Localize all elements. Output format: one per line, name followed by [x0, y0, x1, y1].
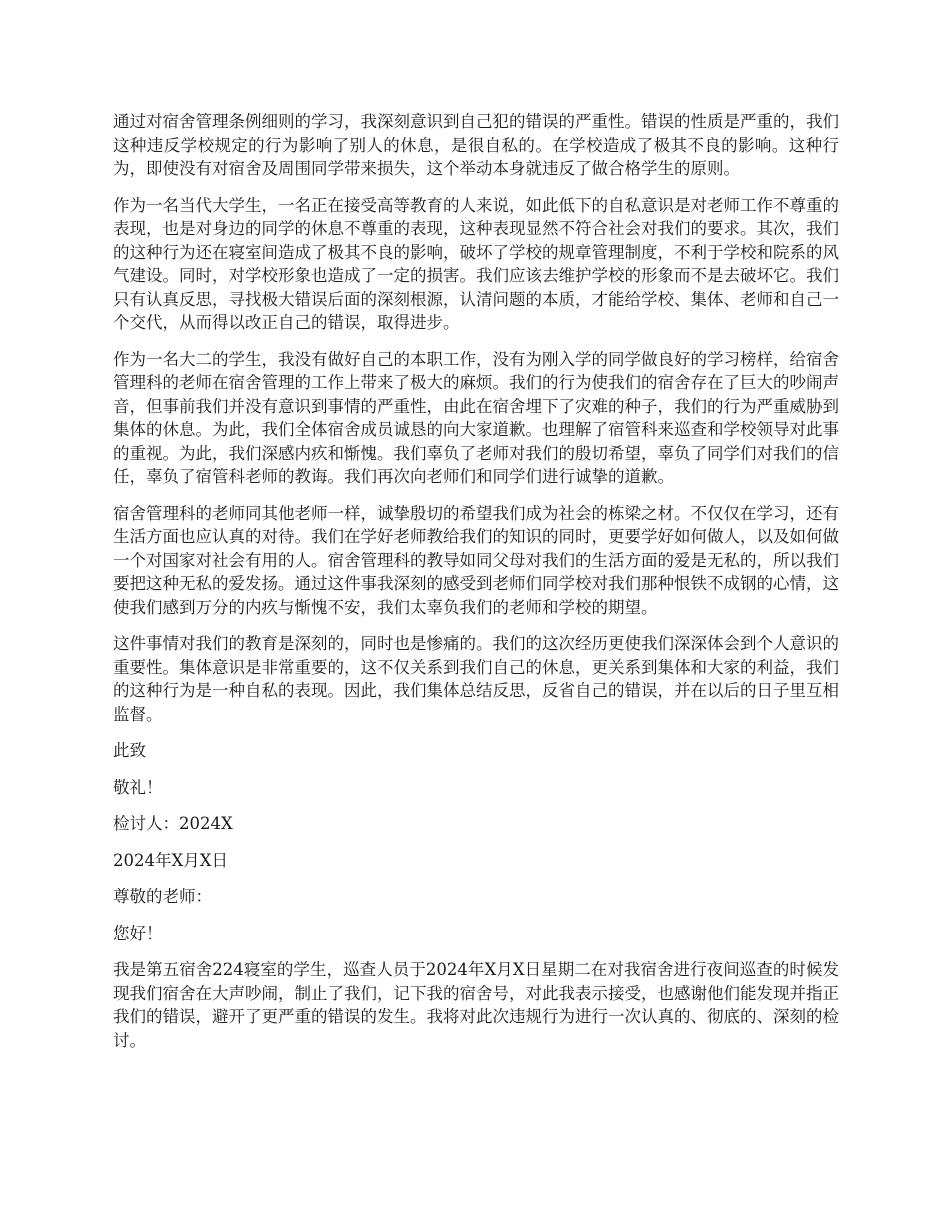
- greeting-to-line: 尊敬的老师：: [113, 887, 212, 906]
- paragraph-1: 通过对宿舍管理条例细则的学习，我深刻意识到自己犯的错误的严重性。错误的性质是严重的，我们这种违反学校规定的行为影响了别人的休息，是很自私的。在学校造成了极其不良的影响。这种行为，即使没有对宿舍及周围同学带来损失，这个举动本身就违反了做合格学生的原则。: [113, 112, 839, 178]
- greeting-line: 您好！: [113, 923, 163, 943]
- paragraph-5: 这件事情对我们的教育是深刻的，同时也是惨痛的。我们的这次经历更使我们深深体会到个人意识的重要性。集体意识是非常重要的，这不仅关系到我们自己的休息，更关系到集体和大家的利益，我们的这种行为是一种自私的表现。因此，我们集体总结反思，反省自己的错误，并在以后的日子里互相监督。: [113, 634, 839, 724]
- closing-line: 此致: [113, 741, 146, 760]
- paragraph-4: 宿舍管理科的老师同其他老师一样，诚挚殷切的希望我们成为社会的栋梁之材。不仅仅在学习，还有生活方面也应认真的对待。我们在学好老师教给我们的知识的同时，更要学好如何做人，以及如何做一个对国家对社会有用的人。宿舍管理科的教导如同父母对我们的生活方面的爱是无私的，所以我们要把这种无私的爱发扬。通过这件事我深刻的感受到老师们同学校对我们那种恨铁不成钢的心情，这使我们感到万分的内疚与惭愧不安，我们太辜负我们的老师和学校的期望。: [113, 503, 839, 617]
- salute-line: 敬礼！: [113, 777, 163, 797]
- paragraph-2: 作为一名当代大学生，一名正在接受高等教育的人来说，如此低下的自私意识是对老师工作不尊重的表现，也是对身边的同学的休息不尊重的表现，这种表现显然不符合社会对我们的要求。其次，我们的这种行为还在寝室间造成了极其不良的影响，破坏了学校的规章管理制度，不利于学校和院系的风气建设。同时，对学校形象也造成了一定的损害。我们应该去维护学校的形象而不是去破坏它。我们只有认真反思，寻找极大错误后面的深刻根源，认清问题的本质，才能给学校、集体、老师和自己一个交代，从而得以改正自己的错误，取得进步。: [113, 195, 839, 332]
- intro-paragraph: 我是第五宿舍224寝室的学生，巡查人员于2024年X月X日星期二在对我宿舍进行夜间巡查的时候发现我们宿舍在大声吵闹，制止了我们，记下我的宿舍号，对此我表示接受，也感谢他们能发现并指正我们的错误，避开了更严重的错误的发生。我将对此次违规行为进行一次认真的、彻底的、深刻的检讨。: [113, 960, 839, 1050]
- date-line: 2024年X月X日: [113, 850, 228, 870]
- signer-line: 检讨人：2024X: [113, 814, 233, 833]
- paragraph-3: 作为一名大二的学生，我没有做好自己的本职工作，没有为刚入学的同学做良好的学习榜样，给宿舍管理科的老师在宿舍管理的工作上带来了极大的麻烦。我们的行为使我们的宿舍存在了巨大的吵闹声音，但事前我们并没有意识到事情的严重性，由此在宿舍埋下了灾难的种子，我们的行为严重威胁到集体的休息。为此，我们全体宿舍成员诚恳的向大家道歉。也理解了宿管科来巡查和学校领导对此事的重视。为此，我们深感内疚和惭愧。我们辜负了老师对我们的殷切希望，辜负了同学们对我们的信任，辜负了宿管科老师的教诲。我们再次向老师们和同学们进行诚挚的道歉。: [113, 349, 839, 486]
- document-body: [113, 110, 839, 1065]
